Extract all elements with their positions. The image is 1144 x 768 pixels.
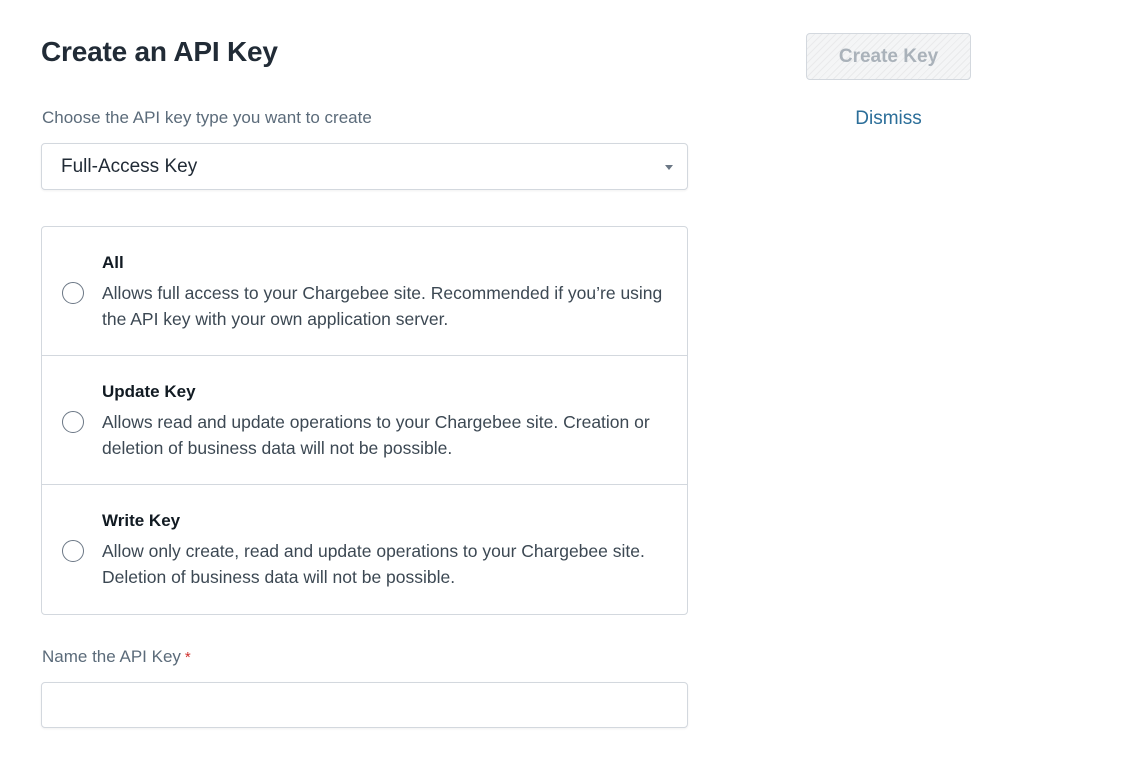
create-key-button[interactable]: Create Key — [806, 33, 971, 80]
api-key-name-label — [42, 647, 191, 667]
radio-update-key[interactable] — [62, 411, 84, 433]
required-mark: * — [184, 649, 191, 666]
option-write-key-title: Write Key — [102, 511, 181, 530]
radio-write-key[interactable] — [62, 540, 84, 562]
option-write-key-description: Allow only create, read and update operations to your Chargebee site. Deletion of business data will not be possible. — [102, 541, 645, 587]
key-scope-options — [41, 226, 688, 615]
key-type-selected-value: Full-Access Key — [61, 155, 198, 177]
api-key-name-input[interactable] — [41, 682, 688, 728]
dismiss-link[interactable]: Dismiss — [855, 108, 922, 129]
key-type-select[interactable] — [41, 143, 688, 190]
option-all-title: All — [102, 253, 124, 272]
option-write-key[interactable] — [42, 485, 687, 614]
option-update-key[interactable] — [42, 356, 687, 485]
option-all-description: Allows full access to your Chargebee site. Recommended if you’re using the API key with your own application server. — [102, 283, 663, 329]
api-key-name-label-text: Name the API Key — [42, 647, 181, 666]
option-update-key-title: Update Key — [102, 382, 196, 401]
option-all[interactable] — [42, 227, 687, 356]
caret-down-icon — [665, 165, 673, 170]
radio-all[interactable] — [62, 282, 84, 304]
key-type-label: Choose the API key type you want to create — [42, 108, 372, 127]
option-update-key-description: Allows read and update operations to your Chargebee site. Creation or deletion of business data will not be possible. — [102, 412, 650, 458]
page-title: Create an API Key — [41, 36, 278, 67]
